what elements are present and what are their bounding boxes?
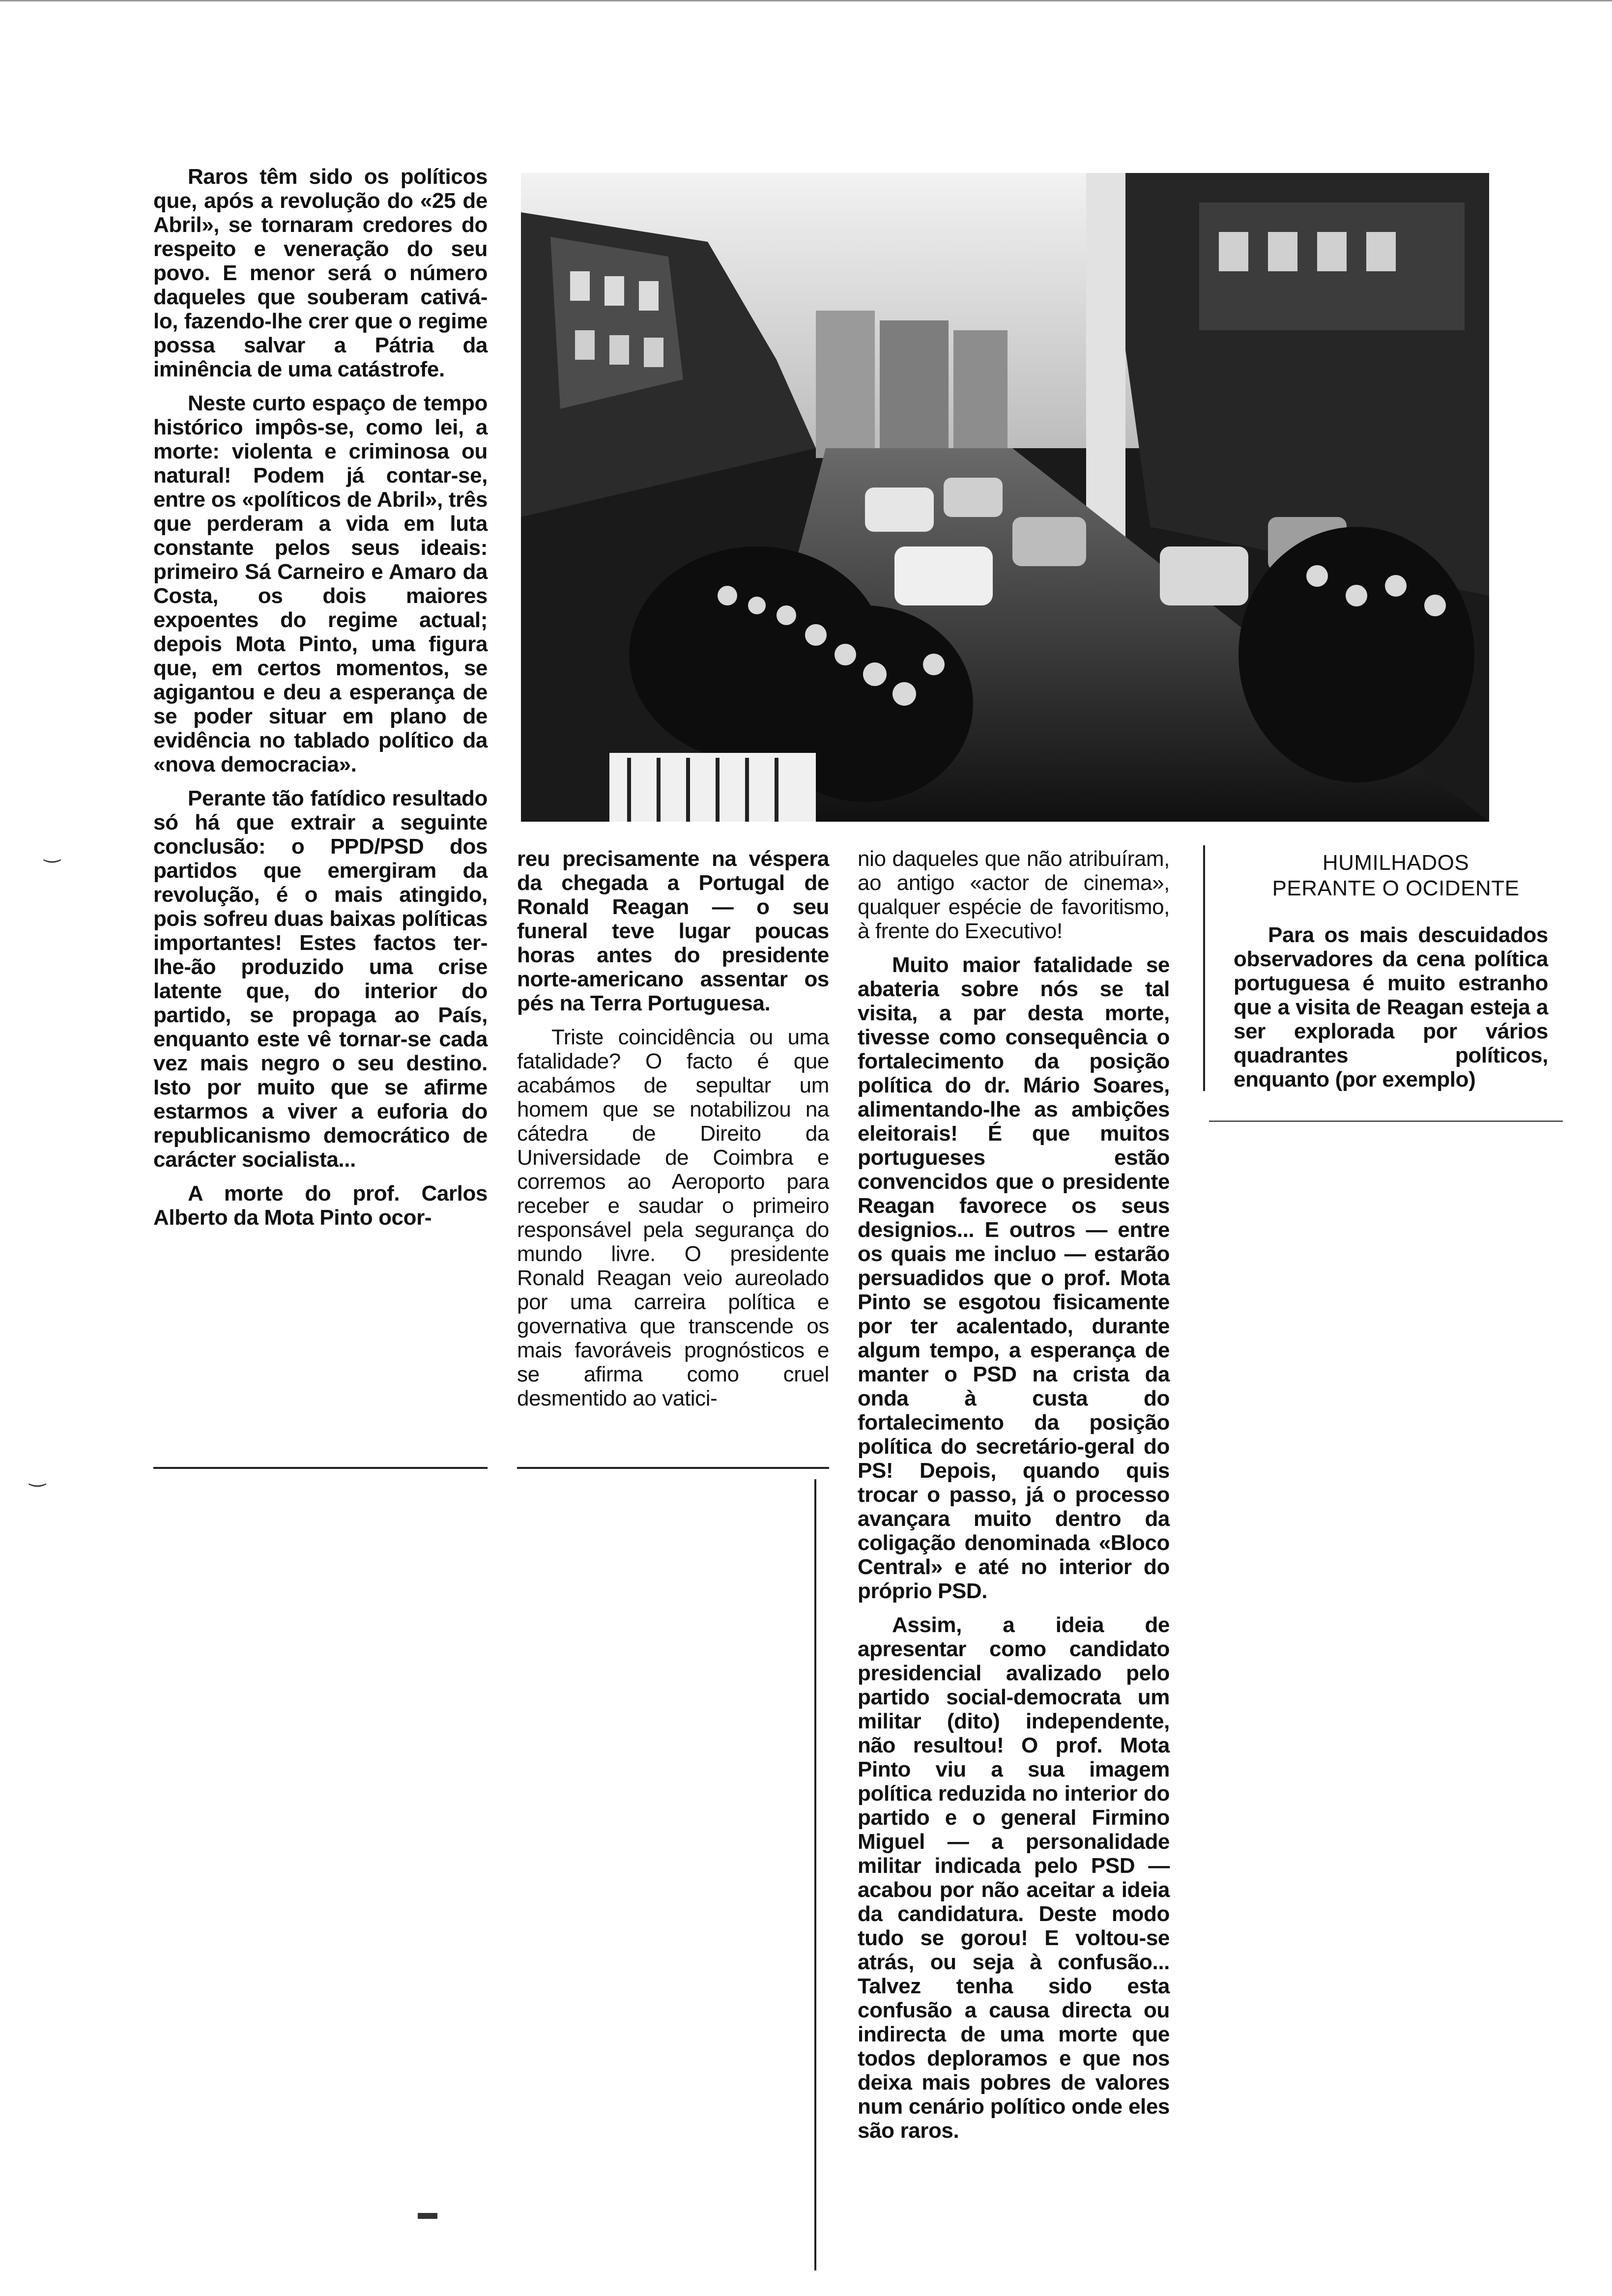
- article-column-4: [1234, 923, 1548, 1101]
- column-divider: [814, 1479, 816, 2270]
- paragraph: Para os mais descuidados observadores da cena política portuguesa é muito estranho que a visita de Reagan esteja a ser explorada por vários quadrantes políticos, enquanto (por exemplo): [1234, 923, 1548, 1091]
- paragraph: Assim, a ideia de apresentar como candidato presidencial avalizado pelo partido social-democrata um militar (dito) independente, não resultou! O prof. Mota Pinto viu a sua imagem política reduzida no interior do partido e o general Firmino Miguel — a personalidade militar indicada pelo PSD — acabou por não aceitar a ideia da candidatura. Deste modo tudo se gorou! E voltou-se atrás, ou seja à confusão... Talvez tenha sido esta confusão a causa directa ou indirecta de uma morte que todos deploramos e que nos deixa mais pobres de valores num cenário político onde eles são raros.: [858, 1613, 1170, 2143]
- box-heading: [1219, 850, 1573, 901]
- paragraph: Neste curto espaço de tempo histórico impôs-se, como lei, a morte: violenta e criminosa ou natural! Podem já contar-se, entre os «políticos de Abril», três que perderam a vida em luta constante pelos seus ideais: primeiro Sá Carneiro e Amaro da Costa, os dois maiores expoentes do regime actual; depois Mota Pinto, uma figura que, em certos momentos, se agigantou e deu a esperança de se poder situar em plano de evidência no tablado político da «nova democracia».: [153, 391, 488, 776]
- box-left-border: [1203, 845, 1205, 1091]
- box-heading-line-2: PERANTE O OCIDENTE: [1272, 876, 1520, 900]
- column-2-bottom-rule: [517, 1467, 829, 1469]
- paragraph: Triste coincidência ou uma fatalidade? O facto é que acabámos de sepultar um homem que se notabilizou na cátedra de Direito da Universidade de Coimbra e corremos ao Aeroporto para receber e saudar o primeiro responsável pela segurança do mundo livre. O presidente Ronald Reagan veio aureolado por uma carreira política e governativa que transcende os mais favoráveis prognósticos e se afirma como cruel desmentido ao vatici-: [517, 1025, 829, 1410]
- paragraph: A morte do prof. Carlos Alberto da Mota Pinto ocor-: [153, 1181, 488, 1230]
- scan-mark: ‿: [44, 841, 60, 862]
- scan-mark: ‿: [29, 1465, 46, 1487]
- article-column-3: [858, 847, 1170, 2152]
- top-edge-line: [0, 0, 1612, 1]
- article-column-2: [517, 847, 829, 1420]
- paragraph: Perante tão fatídico resultado só há que extrair a seguinte conclusão: o PPD/PSD dos partidos que emergiram da revolução, é o mais atingido, pois sofreu duas baixas políticas importantes! Estes factos ter-lhe-ão produzido uma crise latente que, do interior do partido, se propaga ao País, enquanto este vê tornar-se cada vez mais negro o seu destino. Isto por muito que se afirme estarmos a viver a euforia do republicanismo democrático de carácter socialista...: [153, 786, 488, 1172]
- paragraph: Raros têm sido os políticos que, após a revolução do «25 de Abril», se tornaram credores do respeito e veneração do seu povo. E menor será o número daqueles que souberam cativá-lo, fazendo-lhe crer que o regime possa salvar a Pátria da iminência de uma catástrofe.: [153, 165, 488, 381]
- box-heading-line-1: HUMILHADOS: [1322, 851, 1469, 875]
- street-crowd-photo: [521, 173, 1489, 822]
- paragraph: nio daqueles que não atribuíram, ao antigo «actor de cinema», qualquer espécie de favoritismo, à frente do Executivo!: [858, 847, 1170, 943]
- scan-mark: ▬: [418, 2202, 437, 2223]
- article-column-1: [153, 165, 488, 1239]
- box-bottom-rule: [1209, 1120, 1563, 1122]
- paragraph-text: reu precisamente na véspera da chegada a Portugal de Ronald Reagan — o seu funeral teve lugar poucas horas antes do presidente norte-americano assentar os pés na Terra Portuguesa.: [517, 847, 829, 1015]
- column-1-bottom-rule: [153, 1467, 488, 1469]
- paragraph: [517, 847, 829, 1015]
- paragraph: Muito maior fatalidade se abateria sobre nós se tal visita, a par desta morte, tivesse como consequência o fortalecimento da posição política do dr. Mário Soares, alimentando-lhe as ambições eleitorais! É que muitos portugueses estão convencidos que o presidente Reagan favorece os seus designios... E outros — entre os quais me incluo — estarão persuadidos que o prof. Mota Pinto se esgotou fisicamente por ter acalentado, durante algum tempo, a esperança de manter o PSD na crista da onda à custa do fortalecimento da posição política do secretário-geral do PS! Depois, quando quis trocar o passo, já o processo avançara muito dentro da coligação denominada «Bloco Central» e até no interior do próprio PSD.: [858, 953, 1170, 1603]
